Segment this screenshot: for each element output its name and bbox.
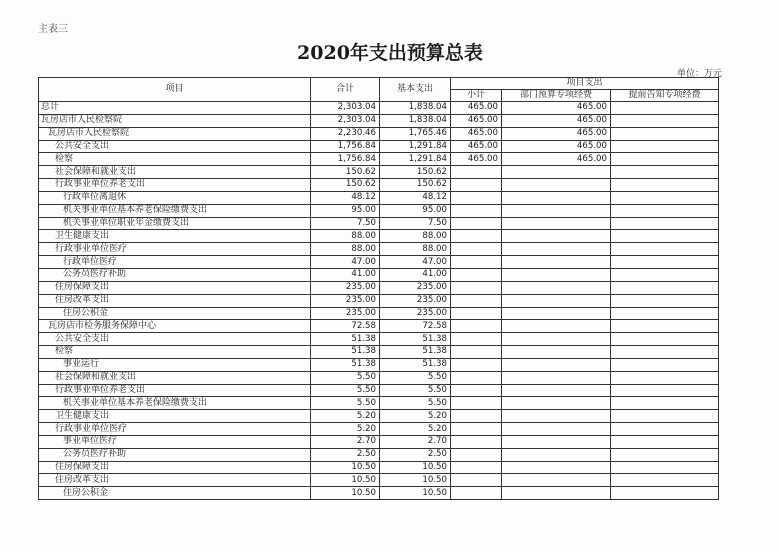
table-row <box>39 140 719 153</box>
item-cell: 卫生健康支出 <box>39 410 311 423</box>
total-cell: 2,303.04 <box>311 102 380 115</box>
advance-notice-cell <box>611 191 719 204</box>
basic-cell: 5.20 <box>380 410 451 423</box>
col-header-dept-special: 部门预算专项经费 <box>502 90 611 102</box>
basic-cell: 95.00 <box>380 204 451 217</box>
total-cell: 88.00 <box>311 230 380 243</box>
total-cell: 48.12 <box>311 191 380 204</box>
dept-special-cell <box>502 333 611 346</box>
subtotal-cell <box>451 346 502 359</box>
total-cell: 5.50 <box>311 371 380 384</box>
item-cell: 行政事业单位养老支出 <box>39 179 311 192</box>
basic-cell: 51.38 <box>380 358 451 371</box>
dept-special-cell <box>502 256 611 269</box>
total-cell: 41.00 <box>311 268 380 281</box>
dept-special-cell <box>502 281 611 294</box>
item-cell: 行政单位医疗 <box>39 256 311 269</box>
basic-cell: 51.38 <box>380 346 451 359</box>
basic-cell: 150.62 <box>380 166 451 179</box>
total-cell: 10.50 <box>311 461 380 474</box>
basic-cell: 10.50 <box>380 474 451 487</box>
dept-special-cell: 465.00 <box>502 153 611 166</box>
basic-cell: 48.12 <box>380 191 451 204</box>
item-cell: 瓦房店市人民检察院 <box>39 127 311 140</box>
item-cell: 公务员医疗补助 <box>39 268 311 281</box>
total-cell: 72.58 <box>311 320 380 333</box>
basic-cell: 72.58 <box>380 320 451 333</box>
item-cell: 总计 <box>39 102 311 115</box>
subtotal-cell <box>451 320 502 333</box>
item-cell: 行政事业单位医疗 <box>39 243 311 256</box>
dept-special-cell <box>502 487 611 500</box>
item-cell: 行政单位离退休 <box>39 191 311 204</box>
advance-notice-cell <box>611 268 719 281</box>
advance-notice-cell <box>611 153 719 166</box>
table-row <box>39 114 719 127</box>
item-cell: 住房改革支出 <box>39 294 311 307</box>
item-cell: 机关事业单位职业年金缴费支出 <box>39 217 311 230</box>
dept-special-cell <box>502 435 611 448</box>
dept-special-cell <box>502 179 611 192</box>
total-cell: 51.38 <box>311 346 380 359</box>
subtotal-cell <box>451 191 502 204</box>
table-row <box>39 410 719 423</box>
basic-cell: 5.50 <box>380 384 451 397</box>
item-cell: 住房公积金 <box>39 487 311 500</box>
subtotal-cell <box>451 333 502 346</box>
total-cell: 95.00 <box>311 204 380 217</box>
dept-special-cell <box>502 384 611 397</box>
advance-notice-cell <box>611 281 719 294</box>
table-row <box>39 281 719 294</box>
item-cell: 公共安全支出 <box>39 333 311 346</box>
total-cell: 2.70 <box>311 435 380 448</box>
total-cell: 235.00 <box>311 294 380 307</box>
table-row <box>39 487 719 500</box>
advance-notice-cell <box>611 435 719 448</box>
subtotal-cell <box>451 268 502 281</box>
advance-notice-cell <box>611 204 719 217</box>
basic-cell: 1,291.84 <box>380 153 451 166</box>
col-header-project-group: 项目支出 <box>451 78 719 90</box>
subtotal-cell <box>451 256 502 269</box>
table-row <box>39 307 719 320</box>
subtotal-cell <box>451 217 502 230</box>
dept-special-cell <box>502 294 611 307</box>
dept-special-cell: 465.00 <box>502 114 611 127</box>
total-cell: 150.62 <box>311 179 380 192</box>
dept-special-cell <box>502 346 611 359</box>
table-row <box>39 320 719 333</box>
dept-special-cell <box>502 191 611 204</box>
advance-notice-cell <box>611 358 719 371</box>
table-row <box>39 461 719 474</box>
subtotal-cell <box>451 423 502 436</box>
col-header-item: 项目 <box>39 78 311 102</box>
total-cell: 5.20 <box>311 410 380 423</box>
item-cell: 事业运行 <box>39 358 311 371</box>
total-cell: 1,756.84 <box>311 140 380 153</box>
basic-cell: 2.50 <box>380 448 451 461</box>
advance-notice-cell <box>611 243 719 256</box>
advance-notice-cell <box>611 346 719 359</box>
table-row <box>39 230 719 243</box>
total-cell: 2,303.04 <box>311 114 380 127</box>
basic-cell: 150.62 <box>380 179 451 192</box>
basic-cell: 47.00 <box>380 256 451 269</box>
advance-notice-cell <box>611 307 719 320</box>
page-title: 2020年支出预算总表 <box>297 42 483 64</box>
total-cell: 150.62 <box>311 166 380 179</box>
table-row <box>39 435 719 448</box>
subtotal-cell <box>451 358 502 371</box>
unit-label: 单位：万元 <box>676 69 722 79</box>
table-row <box>39 448 719 461</box>
corner-label: 主表三 <box>38 24 68 35</box>
dept-special-cell <box>502 166 611 179</box>
subtotal-cell: 465.00 <box>451 102 502 115</box>
total-cell: 2.50 <box>311 448 380 461</box>
item-cell: 事业单位医疗 <box>39 435 311 448</box>
total-cell: 1,756.84 <box>311 153 380 166</box>
total-cell: 7.50 <box>311 217 380 230</box>
subtotal-cell <box>451 461 502 474</box>
basic-cell: 235.00 <box>380 307 451 320</box>
item-cell: 社会保障和就业支出 <box>39 371 311 384</box>
item-cell: 瓦房店市人民检察院 <box>39 114 311 127</box>
dept-special-cell <box>502 371 611 384</box>
item-cell: 检察 <box>39 153 311 166</box>
basic-cell: 1,838.04 <box>380 114 451 127</box>
subtotal-cell <box>451 281 502 294</box>
table-row <box>39 371 719 384</box>
advance-notice-cell <box>611 410 719 423</box>
dept-special-cell <box>502 448 611 461</box>
dept-special-cell: 465.00 <box>502 102 611 115</box>
dept-special-cell <box>502 423 611 436</box>
basic-cell: 10.50 <box>380 487 451 500</box>
advance-notice-cell <box>611 333 719 346</box>
advance-notice-cell <box>611 397 719 410</box>
table-row <box>39 423 719 436</box>
basic-cell: 1,291.84 <box>380 140 451 153</box>
subtotal-cell <box>451 307 502 320</box>
subtotal-cell <box>451 230 502 243</box>
dept-special-cell <box>502 410 611 423</box>
advance-notice-cell <box>611 320 719 333</box>
item-cell: 机关事业单位基本养老保险缴费支出 <box>39 397 311 410</box>
subtotal-cell: 465.00 <box>451 140 502 153</box>
dept-special-cell <box>502 461 611 474</box>
subtotal-cell: 465.00 <box>451 153 502 166</box>
basic-cell: 1,838.04 <box>380 102 451 115</box>
subtotal-cell <box>451 243 502 256</box>
dept-special-cell: 465.00 <box>502 127 611 140</box>
dept-special-cell <box>502 307 611 320</box>
subtotal-cell <box>451 487 502 500</box>
advance-notice-cell <box>611 487 719 500</box>
advance-notice-cell <box>611 294 719 307</box>
table-row <box>39 333 719 346</box>
table-body <box>39 102 719 500</box>
table-row <box>39 179 719 192</box>
table-row <box>39 243 719 256</box>
item-cell: 住房公积金 <box>39 307 311 320</box>
subtotal-cell <box>451 397 502 410</box>
table-row <box>39 204 719 217</box>
advance-notice-cell <box>611 179 719 192</box>
basic-cell: 2.70 <box>380 435 451 448</box>
table-row <box>39 358 719 371</box>
item-cell: 瓦房店市检务服务保障中心 <box>39 320 311 333</box>
basic-cell: 5.50 <box>380 397 451 410</box>
dept-special-cell <box>502 474 611 487</box>
total-cell: 47.00 <box>311 256 380 269</box>
table-row <box>39 294 719 307</box>
basic-cell: 235.00 <box>380 281 451 294</box>
table-row <box>39 268 719 281</box>
advance-notice-cell <box>611 140 719 153</box>
advance-notice-cell <box>611 423 719 436</box>
item-cell: 公务员医疗补助 <box>39 448 311 461</box>
col-header-advance-notice: 提前告知专项经费 <box>611 90 719 102</box>
item-cell: 住房改革支出 <box>39 474 311 487</box>
advance-notice-cell <box>611 102 719 115</box>
advance-notice-cell <box>611 474 719 487</box>
advance-notice-cell <box>611 217 719 230</box>
subtotal-cell: 465.00 <box>451 127 502 140</box>
subtotal-cell <box>451 371 502 384</box>
basic-cell: 10.50 <box>380 461 451 474</box>
subtotal-cell: 465.00 <box>451 114 502 127</box>
subtotal-cell <box>451 166 502 179</box>
dept-special-cell <box>502 217 611 230</box>
item-cell: 住房保障支出 <box>39 461 311 474</box>
dept-special-cell <box>502 397 611 410</box>
table-row <box>39 384 719 397</box>
table-row <box>39 127 719 140</box>
basic-cell: 51.38 <box>380 333 451 346</box>
dept-special-cell <box>502 268 611 281</box>
basic-cell: 1,765.46 <box>380 127 451 140</box>
subtotal-cell <box>451 474 502 487</box>
table-row <box>39 191 719 204</box>
basic-cell: 5.50 <box>380 371 451 384</box>
basic-cell: 5.20 <box>380 423 451 436</box>
total-cell: 2,230.46 <box>311 127 380 140</box>
total-cell: 10.50 <box>311 487 380 500</box>
dept-special-cell <box>502 358 611 371</box>
table-row <box>39 153 719 166</box>
total-cell: 51.38 <box>311 358 380 371</box>
subtotal-cell <box>451 384 502 397</box>
item-cell: 卫生健康支出 <box>39 230 311 243</box>
subtotal-cell <box>451 179 502 192</box>
basic-cell: 235.00 <box>380 294 451 307</box>
table-row <box>39 346 719 359</box>
basic-cell: 41.00 <box>380 268 451 281</box>
subtotal-cell <box>451 448 502 461</box>
col-header-subtotal: 小计 <box>451 90 502 102</box>
total-cell: 5.50 <box>311 397 380 410</box>
dept-special-cell <box>502 204 611 217</box>
table-row <box>39 256 719 269</box>
table-row <box>39 397 719 410</box>
item-cell: 行政事业单位医疗 <box>39 423 311 436</box>
table-row <box>39 474 719 487</box>
advance-notice-cell <box>611 166 719 179</box>
table-row <box>39 102 719 115</box>
basic-cell: 88.00 <box>380 243 451 256</box>
total-cell: 235.00 <box>311 307 380 320</box>
item-cell: 社会保障和就业支出 <box>39 166 311 179</box>
subtotal-cell <box>451 435 502 448</box>
dept-special-cell <box>502 230 611 243</box>
advance-notice-cell <box>611 371 719 384</box>
total-cell: 5.50 <box>311 384 380 397</box>
basic-cell: 88.00 <box>380 230 451 243</box>
advance-notice-cell <box>611 384 719 397</box>
dept-special-cell <box>502 320 611 333</box>
item-cell: 检察 <box>39 346 311 359</box>
total-cell: 51.38 <box>311 333 380 346</box>
basic-cell: 7.50 <box>380 217 451 230</box>
dept-special-cell <box>502 243 611 256</box>
total-cell: 5.20 <box>311 423 380 436</box>
subtotal-cell <box>451 294 502 307</box>
col-header-total: 合计 <box>311 78 380 102</box>
item-cell: 行政事业单位养老支出 <box>39 384 311 397</box>
total-cell: 235.00 <box>311 281 380 294</box>
item-cell: 机关事业单位基本养老保险缴费支出 <box>39 204 311 217</box>
advance-notice-cell <box>611 448 719 461</box>
total-cell: 10.50 <box>311 474 380 487</box>
dept-special-cell: 465.00 <box>502 140 611 153</box>
advance-notice-cell <box>611 230 719 243</box>
table-row <box>39 217 719 230</box>
budget-table <box>38 77 719 500</box>
total-cell: 88.00 <box>311 243 380 256</box>
advance-notice-cell <box>611 127 719 140</box>
subtotal-cell <box>451 204 502 217</box>
subtotal-cell <box>451 410 502 423</box>
table-header <box>39 78 719 102</box>
item-cell: 住房保障支出 <box>39 281 311 294</box>
advance-notice-cell <box>611 114 719 127</box>
advance-notice-cell <box>611 461 719 474</box>
item-cell: 公共安全支出 <box>39 140 311 153</box>
table-row <box>39 166 719 179</box>
col-header-basic: 基本支出 <box>380 78 451 102</box>
advance-notice-cell <box>611 256 719 269</box>
